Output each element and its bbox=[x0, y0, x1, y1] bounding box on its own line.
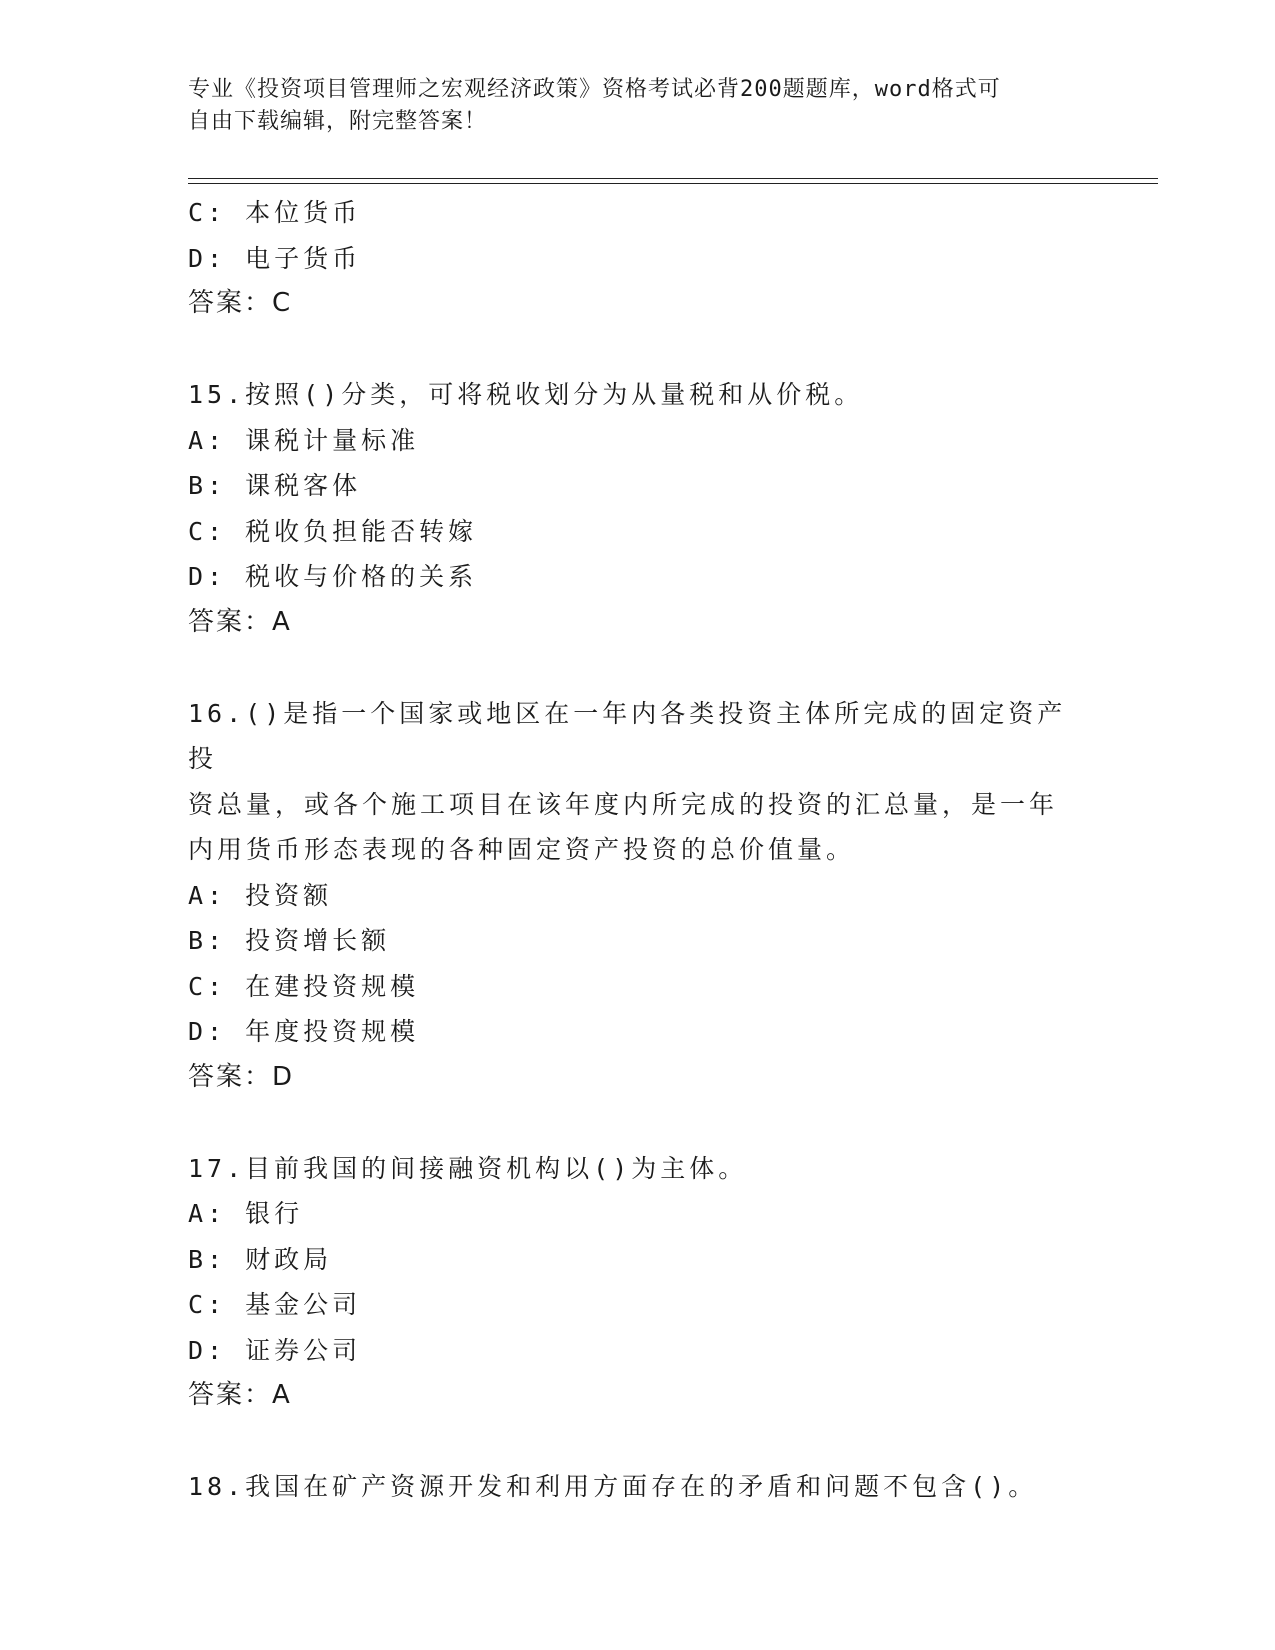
question-18 bbox=[188, 1464, 1088, 1510]
option-b: B: 投资增长额 bbox=[188, 926, 391, 955]
spacer bbox=[188, 327, 1088, 373]
spacer bbox=[188, 645, 1088, 691]
option-d: D: 年度投资规模 bbox=[188, 1017, 420, 1046]
question-stem: 内用货币形态表现的各种固定资产投资的总价值量。 bbox=[188, 835, 856, 864]
question-17 bbox=[188, 1146, 1088, 1419]
question-stem: 15.按照()分类，可将税收划分为从量税和从价税。 bbox=[188, 380, 864, 409]
answer-line: 答案：A bbox=[188, 1380, 292, 1410]
answer-line: 答案：C bbox=[188, 288, 293, 318]
spacer bbox=[188, 1419, 1088, 1465]
question-stem: 资总量，或各个施工项目在该年度内所完成的投资的汇总量，是一年 bbox=[188, 789, 1059, 819]
option-a: A: 银行 bbox=[188, 1199, 304, 1228]
option-c: C: 本位货币 bbox=[188, 198, 362, 227]
option-d: D: 证券公司 bbox=[188, 1335, 362, 1365]
question-15 bbox=[188, 372, 1088, 645]
header-rule-top bbox=[188, 178, 1158, 179]
option-a: A: 投资额 bbox=[188, 880, 333, 910]
header-line-2: 自由下载编辑，附完整答案！ bbox=[188, 109, 488, 134]
spacer bbox=[188, 1100, 1088, 1146]
question-stem: 17.目前我国的间接融资机构以()为主体。 bbox=[188, 1153, 748, 1183]
question-stem: 16.()是指一个国家或地区在一年内各类投资主体所完成的固定资产投 bbox=[188, 698, 1067, 773]
question-list bbox=[188, 190, 1088, 1510]
answer-line: 答案：A bbox=[188, 606, 292, 637]
question-14-tail bbox=[188, 190, 1088, 327]
option-b: B: 课税客体 bbox=[188, 471, 362, 500]
header-line-1: 专业《投资项目管理师之宏观经济政策》资格考试必背200题题库，word格式可 bbox=[188, 77, 1001, 102]
option-d: D: 税收与价格的关系 bbox=[188, 562, 478, 591]
option-c: C: 基金公司 bbox=[188, 1290, 362, 1319]
option-c: C: 税收负担能否转嫁 bbox=[188, 516, 478, 546]
option-a: A: 课税计量标准 bbox=[188, 425, 420, 455]
question-16 bbox=[188, 691, 1088, 1101]
answer-line: 答案：D bbox=[188, 1061, 295, 1092]
option-d: D: 电子货币 bbox=[188, 243, 362, 273]
header-rule-bottom bbox=[188, 183, 1158, 184]
option-b: B: 财政局 bbox=[188, 1244, 333, 1274]
question-stem: 18.我国在矿产资源开发和利用方面存在的矛盾和问题不包含()。 bbox=[188, 1472, 1038, 1501]
document-header bbox=[188, 74, 1068, 138]
option-c: C: 在建投资规模 bbox=[188, 971, 420, 1001]
